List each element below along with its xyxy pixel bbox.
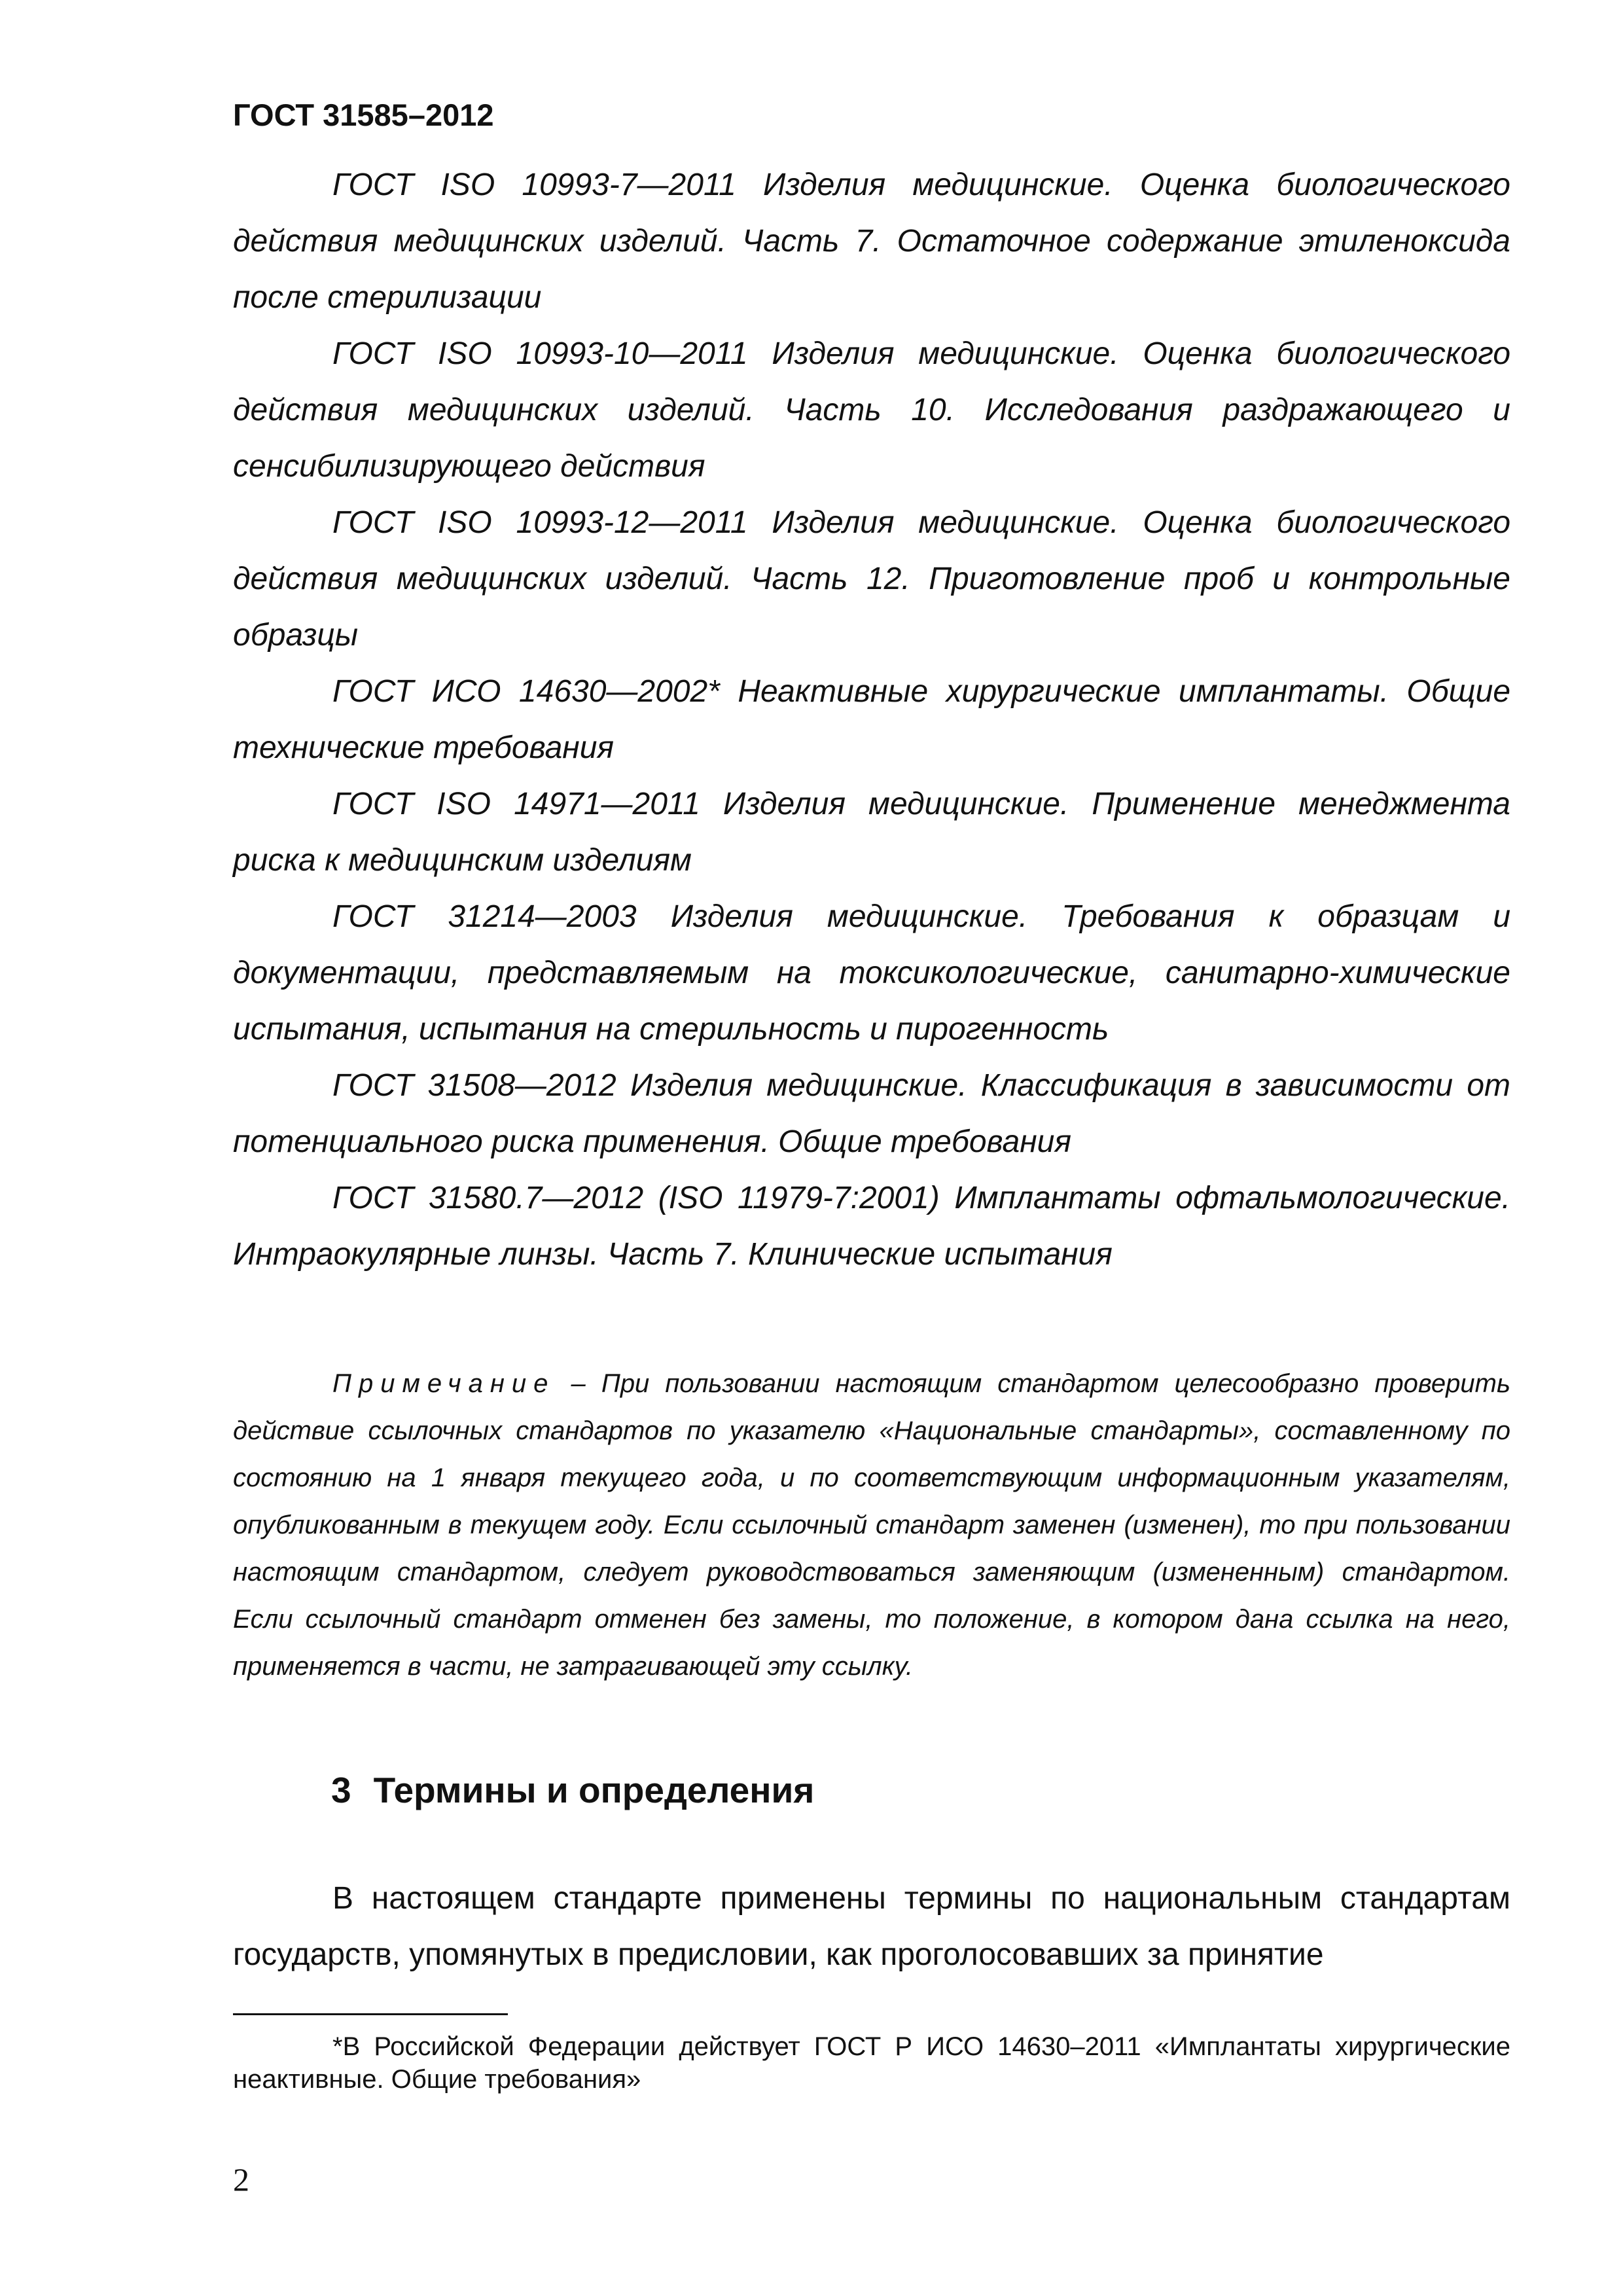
reference-title: Изделия медицинские. Требования к образцам и документации, представляемым на токсикологические, санитарно-химические испытания, испытания на стерильность и пирогенность — [233, 899, 1511, 1047]
section-title: Термины и определения — [373, 1770, 815, 1810]
reference-title: Изделия медицинские. Оценка биологического действия медицинских изделий. Часть 7. Остаточное содержание этиленоксида после стерилизации — [233, 168, 1510, 315]
reference-code: ГОСТ ISO 10993-12—2011 — [332, 505, 748, 540]
note-dash: – — [571, 1369, 586, 1398]
reference-code: ГОСТ ISO 10993-10—2011 — [332, 336, 748, 371]
note-label: Примечание — [332, 1369, 556, 1398]
reference-title: Изделия медицинские. Классификация в зависимости от потенциального риска применения. Общие требования — [233, 1068, 1510, 1159]
reference-title: Изделия медицинские. Оценка биологического действия медицинских изделий. Часть 12. Приготовление проб и контрольные образцы — [233, 505, 1511, 653]
note-text: При пользовании настоящим стандартом целесообразно проверить действие ссылочных стандартов по указателю «Национальные стандарты», составленному по состоянию на 1 января текущего года, и по соответствующим информационным указателям, опубликованным в текущем году. Если ссылочный стандарт заменен (изменен), то при пользовании настоящим стандартом, следует руководствоваться заменяющим (измененным) стандартом. Если ссылочный стандарт отменен без замены, то положение, в котором дана ссылка на него, применяется в части, не затрагивающей эту ссылку. — [233, 1369, 1510, 1681]
reference-code: ГОСТ 31508—2012 — [332, 1068, 616, 1103]
reference-title: Неактивные хирургические имплантаты. Общие технические требования — [233, 674, 1511, 765]
footnote-separator — [233, 2013, 508, 2015]
reference-code: ГОСТ ISO 14971—2011 — [332, 787, 700, 821]
reference-code: ГОСТ ISO 10993-7—2011 — [332, 168, 736, 202]
reference-entry — [233, 157, 1510, 326]
page-number: 2 — [233, 2161, 249, 2198]
reference-title: Изделия медицинские. Оценка биологического действия медицинских изделий. Часть 10. Исследования раздражающего и сенсибилизирующего действия — [233, 336, 1511, 484]
note-paragraph — [233, 1360, 1510, 1690]
reference-code: ГОСТ ИСО 14630—2002* — [332, 674, 720, 709]
reference-entry — [233, 1058, 1510, 1170]
reference-title: (ISO 11979-7:2001) Имплантаты офтальмологические. Интраокулярные линзы. Часть 7. Клинические испытания — [233, 1181, 1510, 1272]
reference-entry — [233, 1170, 1510, 1283]
normative-references-list — [233, 157, 1510, 1283]
reference-title: Изделия медицинские. Применение менеджмента риска к медицинским изделиям — [233, 787, 1510, 878]
footnote: *В Российской Федерации действует ГОСТ Р ИСО 14630–2011 «Имплантаты хирургические неактивные. Общие требования» — [233, 2032, 1510, 2094]
reference-entry — [233, 776, 1510, 889]
reference-code: ГОСТ 31580.7—2012 — [332, 1181, 644, 1215]
section-heading — [331, 1767, 814, 1813]
reference-entry — [233, 889, 1510, 1058]
reference-entry — [233, 664, 1510, 776]
section-number: 3 — [331, 1770, 351, 1810]
reference-entry — [233, 326, 1510, 495]
reference-code: ГОСТ 31214—2003 — [332, 899, 637, 934]
page-header-doc-id: ГОСТ 31585–2012 — [233, 98, 494, 132]
section-body-paragraph: В настоящем стандарте применены термины по национальным стандартам государств, упомянутых в предисловии, как проголосовавших за принятие — [233, 1881, 1510, 1972]
reference-entry — [233, 495, 1510, 664]
